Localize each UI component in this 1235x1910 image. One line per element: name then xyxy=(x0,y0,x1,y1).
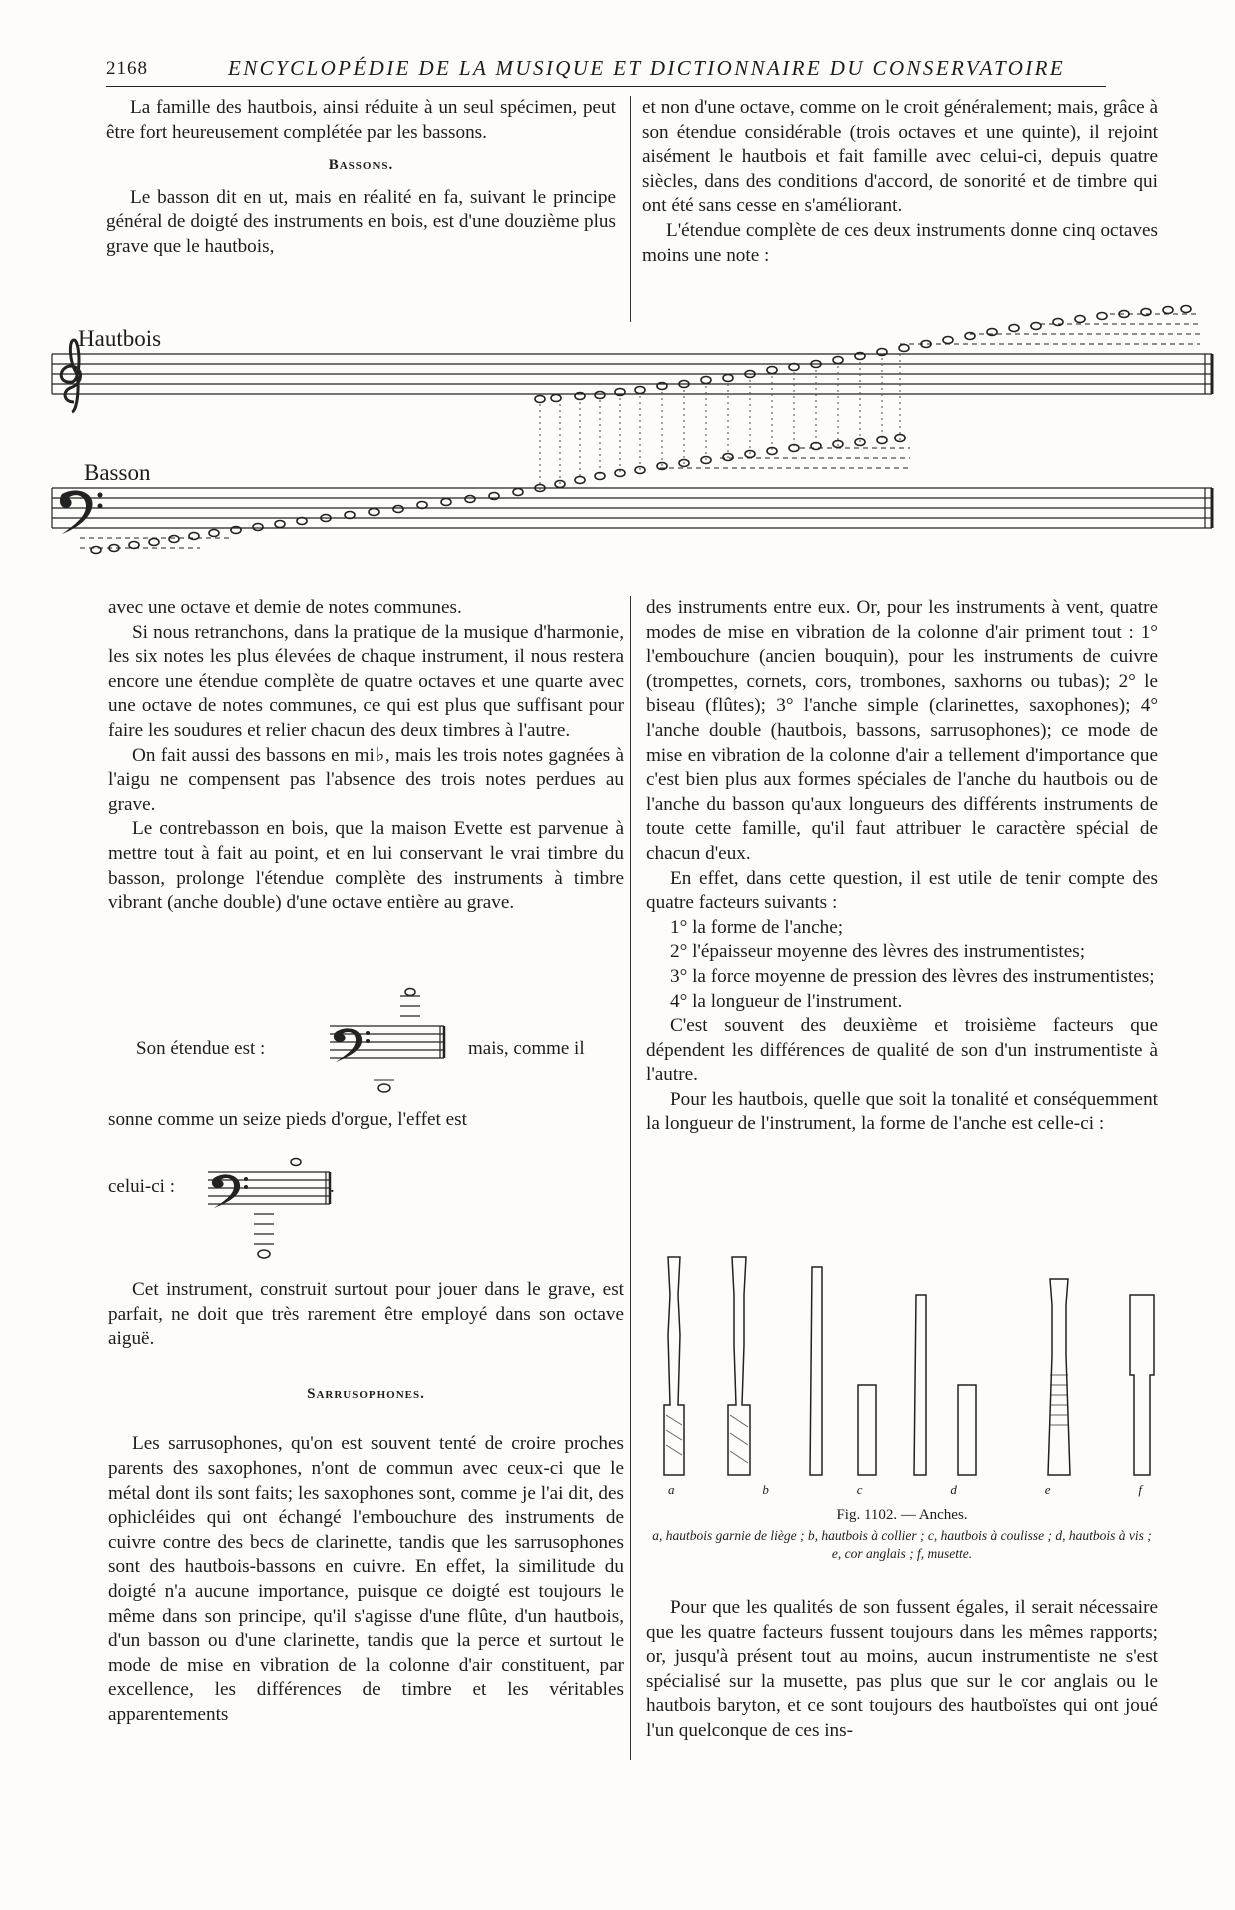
right-column-bottom xyxy=(646,1596,1158,1744)
section-heading-bassons: Bassons. xyxy=(328,157,394,174)
paragraph: avec une octave et demie de notes communes. xyxy=(108,597,462,618)
list-item: 3° la force moyenne de pression des lèvres des instrumentistes; xyxy=(670,965,1155,987)
figure-letter: e xyxy=(1044,1482,1051,1497)
hautbois-label: Hautbois xyxy=(78,326,162,351)
figure-letters xyxy=(646,1478,1158,1503)
figure-title: Fig. 1102. — Anches. xyxy=(836,1506,968,1523)
list-item: 1° la forme de l'anche; xyxy=(670,916,844,938)
left-column-cont xyxy=(108,1108,624,1133)
basson-label: Basson xyxy=(84,460,151,485)
paragraph: Le basson dit en ut, mais en réalité en fa, suivant le principe général de doigté des instruments en bois, est d'une douzième plus grave que le hautbois, xyxy=(106,186,616,257)
page-number: 2168 xyxy=(106,58,148,79)
reed-c-tube xyxy=(858,1385,876,1475)
contrebasson-effect-intro: celui-ci : xyxy=(108,1176,175,1197)
list-item: 4° la longueur de l'instrument. xyxy=(670,990,903,1012)
right-column xyxy=(646,596,1158,1137)
bassoon-notes xyxy=(91,435,905,554)
treble-clef-icon xyxy=(61,340,80,412)
figure-letter: a xyxy=(668,1482,675,1497)
reed-f xyxy=(1130,1295,1154,1475)
section-heading-sarrusophones: Sarrusophones. xyxy=(307,1385,425,1402)
reed-b xyxy=(728,1257,750,1475)
paragraph: Si nous retranchons, dans la pratique de la musique d'harmonie, les six notes les plus élevées de chaque instrument, il nous restera encore une étendue complète de quatre octaves et une quarte avec une octave de notes communes, ce qui est plus que suffisant pour faire les soudures et relier chacun des deux timbres à l'autre. xyxy=(108,621,624,741)
list-item: 2° l'épaisseur moyenne des lèvres des instrumentistes; xyxy=(670,941,1086,963)
running-title: ENCYCLOPÉDIE DE LA MUSIQUE ET DICTIONNAIRE DU CONSERVATOIRE xyxy=(228,56,1066,80)
contrebasson-range-staff xyxy=(322,988,462,1098)
reed-c-staple xyxy=(810,1267,822,1475)
reed-e xyxy=(1048,1279,1070,1475)
figure-caption: a, hautbois garnie de liège ; b, hautbois à collier ; c, hautbois à coulisse ; d, hautbois à vis ; e, cor anglais ; f, musette. xyxy=(652,1528,1152,1562)
paragraph: sonne comme un seize pieds d'orgue, l'effet est xyxy=(108,1109,467,1130)
figure-caption-block xyxy=(646,1478,1158,1563)
reed-d-tube xyxy=(958,1385,976,1475)
treble-staff xyxy=(52,354,1212,394)
paragraph: L'étendue complète de ces deux instruments donne cinq octaves moins une note : xyxy=(642,219,1158,266)
contrebasson-effect-staff xyxy=(200,1150,340,1260)
left-column-bottom xyxy=(108,1278,624,1728)
figure-letter: b xyxy=(762,1482,769,1497)
reed-a xyxy=(664,1257,684,1475)
reed-d-staple xyxy=(914,1295,926,1475)
oboe-ledger-lines xyxy=(900,314,1200,344)
figure-letter: d xyxy=(950,1482,957,1497)
figure-letter: c xyxy=(856,1482,863,1497)
paragraph: La famille des hautbois, ainsi réduite à un seul spécimen, peut être fort heureusement complétée par les bassons. xyxy=(106,97,616,143)
left-column xyxy=(108,596,624,916)
paragraph: et non d'une octave, comme on le croit généralement; mais, grâce à son étendue considérable (trois octaves et une quinte), il rejoint aisément le hautbois et fait famille avec celui-ci, depuis quatre siècles, dans des conditions d'accord, de sonorité et de timbre qui ont été sans cesse en s'améliorant. xyxy=(642,97,1158,217)
paragraph: Pour les hautbois, quelle que soit la tonalité et conséquemment la longueur de l'instrument, la forme de l'anche est celle-ci : xyxy=(646,1088,1158,1135)
figure-letter: f xyxy=(1138,1482,1142,1497)
reeds-figure xyxy=(640,1255,1160,1485)
paragraph: Pour que les qualités de son fussent égales, il serait nécessaire que les quatre facteurs fussent toujours dans les mêmes rapports; or, jusqu'à présent tout au moins, aucun instrumentiste ne s'est spécialisé sur la musette, pas plus que sur le cor anglais ou le hautbois baryton, et ce sont toujours des hautboïstes qui ont joué l'un quelconque de ces ins- xyxy=(646,1597,1158,1741)
contrebasson-range-continuation: mais, comme il xyxy=(468,1038,585,1059)
contrebasson-range-intro: Son étendue est : xyxy=(136,1038,266,1059)
paragraph: Le contrebasson en bois, que la maison Evette est parvenue à mettre tout à fait au point, et en lui conservant le vrai timbre du basson, prolonge l'étendue complète des instruments à timbre vibrant (anche double) d'une octave entière au grave. xyxy=(108,818,624,914)
paragraph: des instruments entre eux. Or, pour les instruments à vent, quatre modes de mise en vibration de la colonne d'air priment tout : 1° l'embouchure (ancien bouquin), pour les instruments de cuivre (trompettes, cornets, cors, trombones, saxhorns ou tubas); 2° le biseau (flûtes); 3° l'anche simple (clarinettes, saxophones); 4° l'anche double (hautbois, bassons, sarrusophones); ce mode de mise en vibration de la colonne d'air a tellement d'importance que c'est bien plus aux formes spéciales de l'anche du hautbois ou de l'anche du basson qu'aux longueurs des différents instruments de toute cette famille, qu'il faut attribuer le caractère spécial de chacun d'eux. xyxy=(646,597,1158,864)
paragraph: En effet, dans cette question, il est utile de tenir compte des quatre facteurs suivants : xyxy=(646,867,1158,914)
range-staff-diagram xyxy=(0,0,1235,580)
contrebasson-effect-end: . xyxy=(330,1176,335,1197)
paragraph: On fait aussi des bassons en mi♭, mais les trois notes gagnées à l'aigu ne compensent pas l'absence des trois notes perdues au grave. xyxy=(108,744,624,815)
column-divider xyxy=(630,596,631,1760)
paragraph: C'est souvent des deuxième et troisième facteurs que dépendent les différences de qualité de son d'un instrumentiste à l'autre. xyxy=(646,1015,1158,1086)
paragraph: Les sarrusophones, qu'on est souvent tenté de croire proches parents des saxophones, n'ont de commun avec ceux-ci que le métal dont ils sont faits; les saxophones sont, comme je l'ai dit, des ophicléides qui ont échangé l'embouchure des instruments de cuivre contre des becs de clarinette, tandis que les sarrusophones sont des hautbois-bassons en cuivre. En effet, la similitude du doigté n'a aucune importance, puisque ce doigté est toujours le même dans son principe, qu'il s'agisse d'une flûte, d'un hautbois, d'un basson ou d'une clarinette, tandis que la perce et surtout le mode de mise en vibration de la colonne d'air constituent, par excellence, les différences de timbre et les véritables apparentements xyxy=(108,1433,624,1725)
paragraph: Cet instrument, construit surtout pour jouer dans le grave, est parfait, ne doit que très rarement être employé dans son octave aiguë. xyxy=(108,1279,624,1350)
bass-staff xyxy=(52,488,1212,528)
